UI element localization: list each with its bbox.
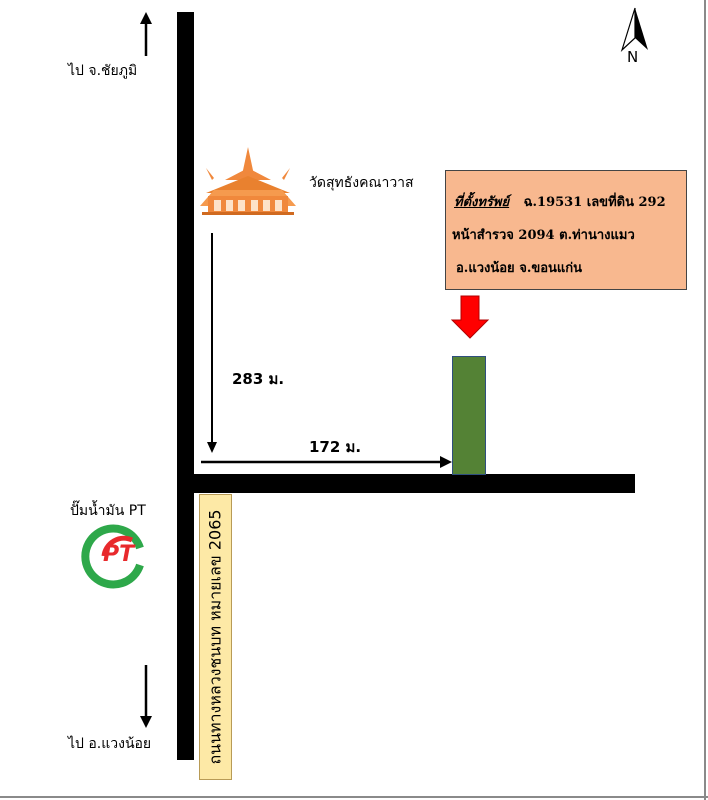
road-name-label: ถนนทางหลวงชนบท หมายเลข 2065 (205, 509, 225, 765)
distance-arrow-vertical (207, 233, 217, 453)
info-line-3: อ.แวงน้อย จ.ขอนแก่น (456, 261, 583, 276)
arrow-up-icon (140, 12, 152, 56)
property-info-box (445, 170, 687, 290)
arrow-down-icon (140, 665, 152, 728)
label-distance-horizontal: 172 ม. (309, 438, 362, 456)
info-deed-number: ฉ.19531 เลขที่ดิน 292 (523, 195, 666, 210)
info-line-1 (454, 191, 666, 212)
property-location-key: ที่ตั้งทรัพย์ (454, 195, 510, 210)
temple-icon (200, 147, 296, 215)
label-distance-vertical: 283 ม. (232, 370, 285, 388)
land-plot-marker (452, 356, 486, 475)
label-to-chaiyaphum: ไป จ.ชัยภูมิ (68, 63, 138, 79)
north-compass-icon (622, 8, 648, 50)
pt-logo-text: PT (103, 542, 135, 567)
label-gas-station: ปั๊มน้ำมัน PT (70, 503, 146, 519)
label-temple: วัดสุทธังคณาวาส (309, 175, 414, 191)
pointer-arrow-icon (452, 296, 488, 338)
label-to-waeng-noi: ไป อ.แวงน้อย (68, 736, 152, 752)
info-line-2: หน้าสำรวจ 2094 ต.ท่านางแมว (452, 228, 635, 243)
label-north: N (627, 48, 639, 66)
